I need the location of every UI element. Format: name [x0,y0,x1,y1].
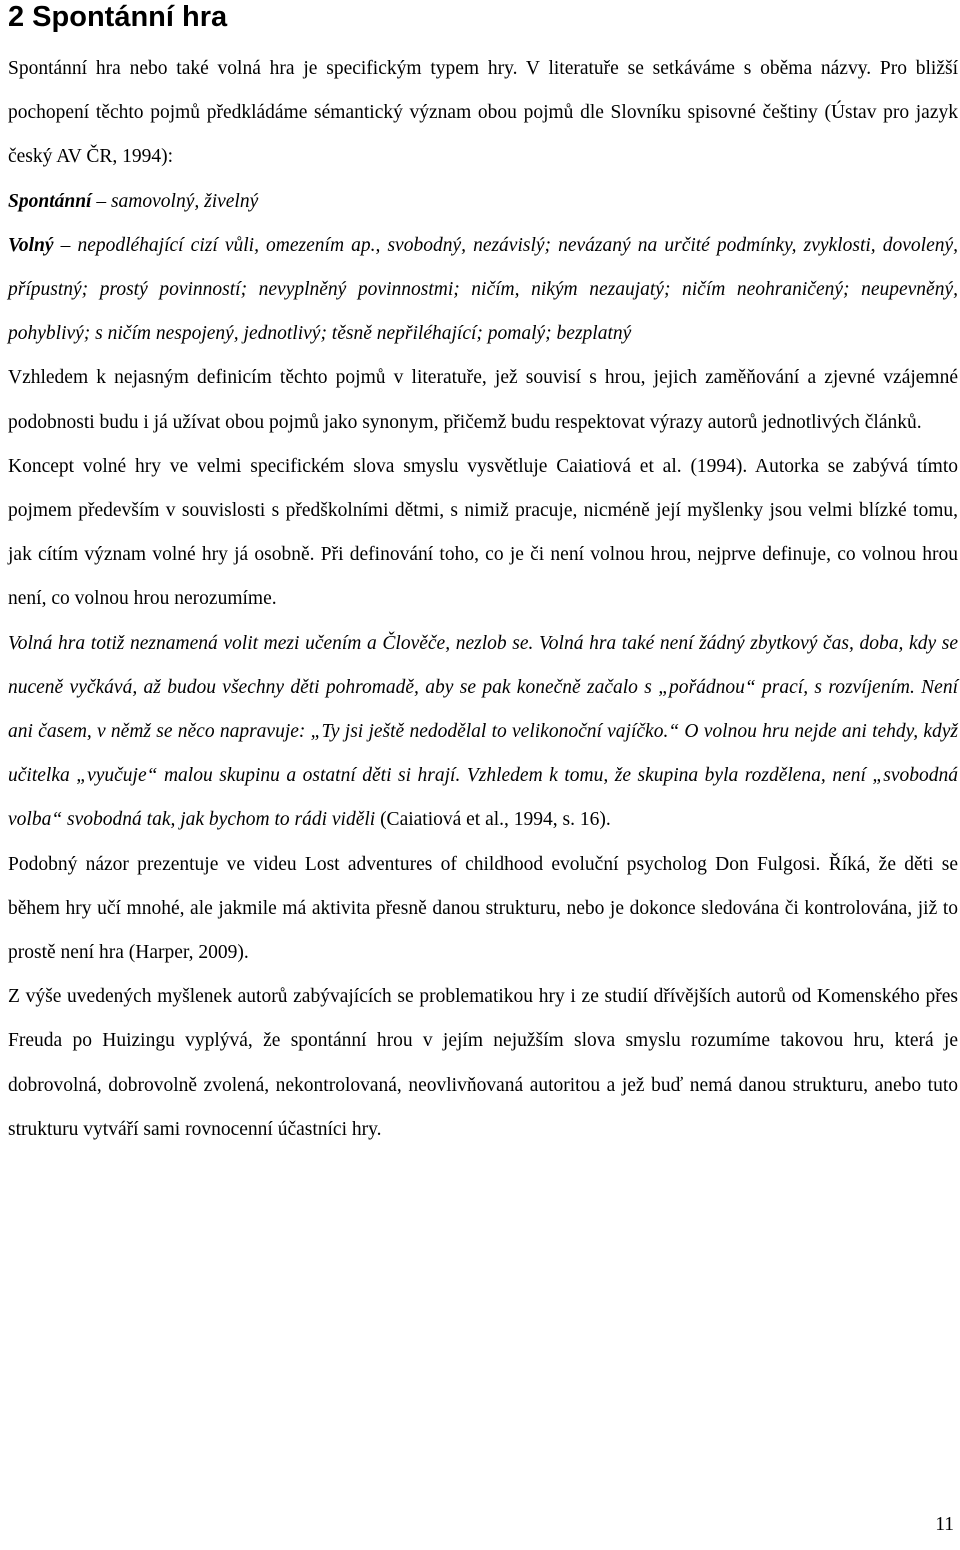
definition-term-volny: Volný [8,234,54,256]
quote-text: Volná hra totiž neznamená volit mezi učením a Člověče, nezlob se. Volná hra také není žádný zbytkový čas, doba, kdy se nuceně vyčkává, až budou všechny děti pohromadě, aby se pak konečně začalo s „pořádnou“ prací, s rozvíjením. Není ani časem, v němž se něco napravuje: „Ty jsi ještě nedodělal to velikonoční vajíčko.“ O volnou hru nejde ani tehdy, když učitelka „vyučuje“ malou skupinu a ostatní děti si hrají. Vzhledem k tomu, že skupina byla rozdělena, není „svobodná volba“ svobodná tak, jak bychom to rádi viděli [8,632,958,831]
quote-citation: (Caiatiová et al., 1994, s. 16). [375,809,611,831]
document-page [8,0,958,1152]
definition-text-spontanni: – samovolný, živelný [91,190,259,212]
definition-term-spontanni: Spontánní [8,190,92,212]
definition-text-volny: – nepodléhající cizí vůli, omezením ap., svobodný, nezávislý; nevázaný na určité podmínky, zvyklosti, dovolený, přípustný; prostý povinností; nevyplněný povinnostmi; ničím, nikým nezaujatý; ničím neohraničený; neupevněný, pohyblivý; s ničím nespojený, jednotlivý; těsně nepřiléhající; pomalý; bezplatný [8,234,958,345]
paragraph-synonyms: Vzhledem k nejasným definicím těchto pojmů v literatuře, jež souvisí s hrou, jejich zaměňování a zjevné vzájemné podobnosti budu i já užívat obou pojmů jako synonym, přičemž budu respektovat výrazy autorů jednotlivých článků. [8,367,958,433]
page-number: 11 [935,1514,954,1535]
definition-volny [8,224,958,357]
chapter-heading: 2 Spontánní hra [8,1,228,33]
intro-paragraph: Spontánní hra nebo také volná hra je specifickým typem hry. V literatuře se setkáváme s oběma názvy. Pro bližší pochopení těchto pojmů předkládáme sémantický význam obou pojmů dle Slovníku spisovné češtiny (Ústav pro jazyk český AV ČR, 1994): [8,58,958,168]
definition-spontanni [8,180,958,224]
paragraph-caiatiova: Koncept volné hry ve velmi specifickém slova smyslu vysvětluje Caiatiová et al. (1994). Autorka se zabývá tímto pojmem především v souvislosti s předškolními dětmi, s nimiž pracuje, nicméně její myšlenky jsou velmi blízké tomu, jak cítím význam volné hry já osobně. Při definování toho, co je či není volnou hrou, nejprve definuje, co volnou hrou není, co volnou hrou nerozumíme. [8,455,958,610]
quote-block [8,622,958,843]
paragraph-conclusion: Z výše uvedených myšlenek autorů zabývajících se problematikou hry i ze studií dřívějších autorů od Komenského přes Freuda po Huizingu vyplývá, že spontánní hrou v jejím nejužším slova smyslu rozumíme takovou hru, která je dobrovolná, dobrovolně zvolená, nekontrolovaná, neovlivňovaná autoritou a jež buď nemá danou strukturu, anebo tuto strukturu vytváří sami rovnocenní účastníci hry. [8,986,958,1140]
paragraph-fulgosi: Podobný názor prezentuje ve videu Lost adventures of childhood evoluční psycholog Don Fulgosi. Říká, že děti se během hry učí mnohé, ale jakmile má aktivita přesně danou strukturu, nebo je dokonce sledována či kontrolována, již to prostě není hra (Harper, 2009). [8,853,958,964]
